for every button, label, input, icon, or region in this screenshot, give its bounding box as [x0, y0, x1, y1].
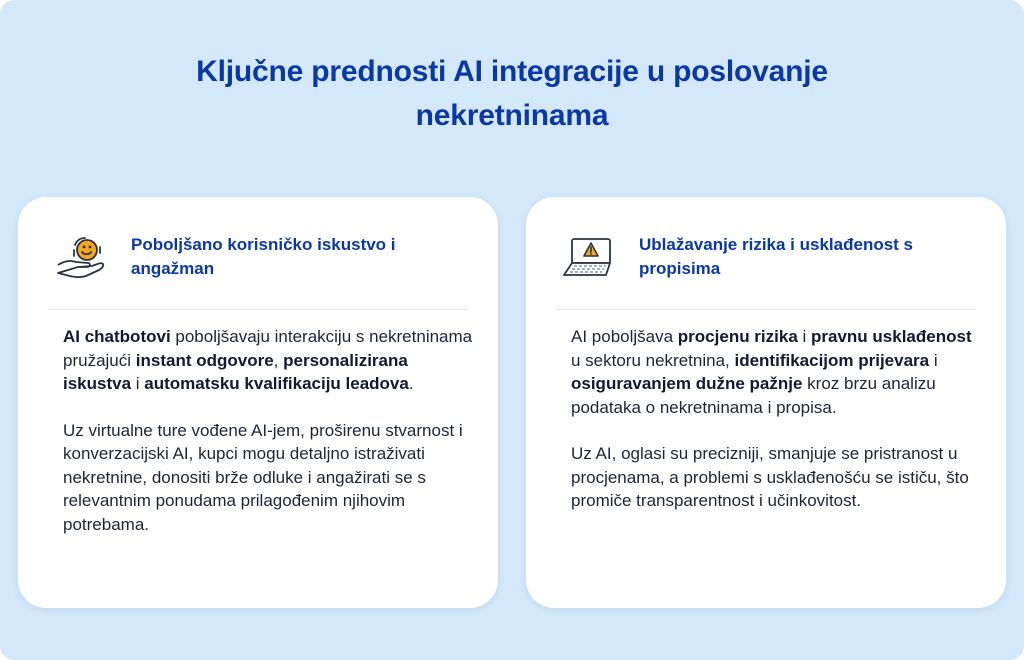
text-segment: , [273, 350, 284, 370]
divider [556, 309, 976, 310]
text-segment: Uz virtualne ture vođene AI-jem, proširenu stvarnost i konverzacijski AI, kupci mogu detaljno istraživati nekretnine, donositi brže odluke i angažirati se s relevantnim ponudama prilagođenim njihovim potrebama. [63, 420, 463, 534]
card-paragraph [571, 325, 981, 419]
text-segment: poboljšavaju interakciju s nekretninama pružajući [63, 327, 473, 370]
page-title: Ključne prednosti AI integracije u poslovanje nekretninama [196, 55, 828, 132]
bold-text: instant odgovore [135, 350, 274, 370]
chatbot-hand-icon [54, 235, 106, 281]
bold-text: pravnu usklađenost [811, 327, 972, 346]
bold-text: automatsku kvalifikaciju leadova [144, 374, 409, 393]
card-heading: Ublažavanje rizika i usklađenost s propisima [639, 235, 914, 278]
text-segment: kroz brzu analizu podataka o nekretninama i propisa. [571, 374, 936, 417]
benefit-card-risk-compliance [526, 197, 1006, 608]
laptop-warning-icon [562, 235, 614, 281]
bold-text: osiguravanjem dužne pažnje [571, 374, 803, 393]
card-paragraph [63, 419, 473, 537]
benefit-card-customer-experience [18, 197, 498, 608]
divider [48, 309, 468, 310]
text-segment: AI poboljšava [571, 327, 678, 346]
text-segment: i [797, 327, 812, 346]
text-segment: i [929, 350, 938, 370]
bold-text: AI chatbotovi [63, 327, 171, 346]
text-segment: . [408, 374, 414, 393]
text-segment: u sektoru nekretnina, [571, 350, 735, 370]
bold-text: identifikacijom prijevara [734, 350, 930, 370]
card-body [63, 325, 473, 559]
card-paragraph [571, 442, 981, 513]
text-segment: i [131, 374, 145, 393]
card-paragraph [63, 325, 473, 396]
bold-text: procjenu rizika [677, 327, 798, 346]
bold-text: personalizirana iskustva [63, 350, 408, 393]
card-heading: Poboljšano korisničko iskustvo i angažman [131, 235, 396, 278]
card-body [571, 325, 981, 536]
text-segment: Uz AI, oglasi su precizniji, smanjuje se pristranost u procjenama, a problemi s usklađenošću se ističu, što promiče transparentnost i učinkovitost. [571, 444, 969, 510]
